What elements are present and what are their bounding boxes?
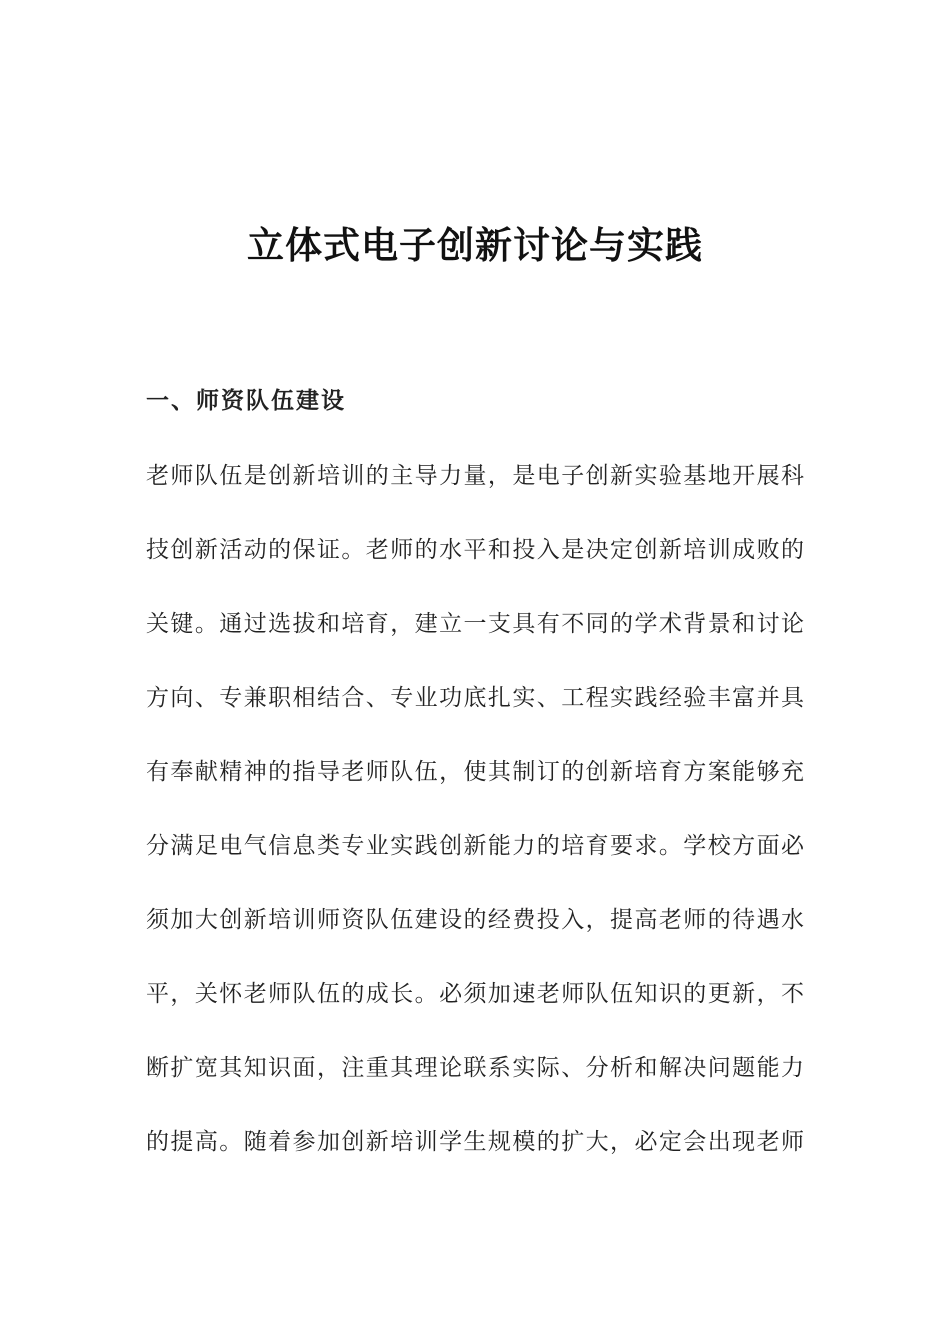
body-line: 关键。通过选拔和培育，建立一支具有不同的学术背景和讨论: [146, 611, 804, 637]
body-line: 的提高。随着参加创新培训学生规模的扩大，必定会出现老师: [146, 1129, 804, 1155]
body-line: 须加大创新培训师资队伍建设的经费投入，提高老师的待遇水: [146, 907, 804, 933]
section-heading: 一、师资队伍建设: [146, 387, 346, 414]
document-title: 立体式电子创新讨论与实践: [247, 224, 703, 267]
body-line: 分满足电气信息类专业实践创新能力的培育要求。学校方面必: [146, 833, 804, 859]
body-line: 技创新活动的保证。老师的水平和投入是决定创新培训成败的: [146, 537, 804, 563]
body-line: 方向、专兼职相结合、专业功底扎实、工程实践经验丰富并具: [146, 685, 804, 711]
body-line: 断扩宽其知识面，注重其理论联系实际、分析和解决问题能力: [146, 1055, 804, 1081]
body-paragraph: [146, 456, 804, 1196]
body-line: 老师队伍是创新培训的主导力量，是电子创新实验基地开展科: [146, 463, 804, 489]
body-line: 有奉献精神的指导老师队伍，使其制订的创新培育方案能够充: [146, 759, 804, 785]
body-line: 平，关怀老师队伍的成长。必须加速老师队伍知识的更新，不: [146, 981, 804, 1007]
